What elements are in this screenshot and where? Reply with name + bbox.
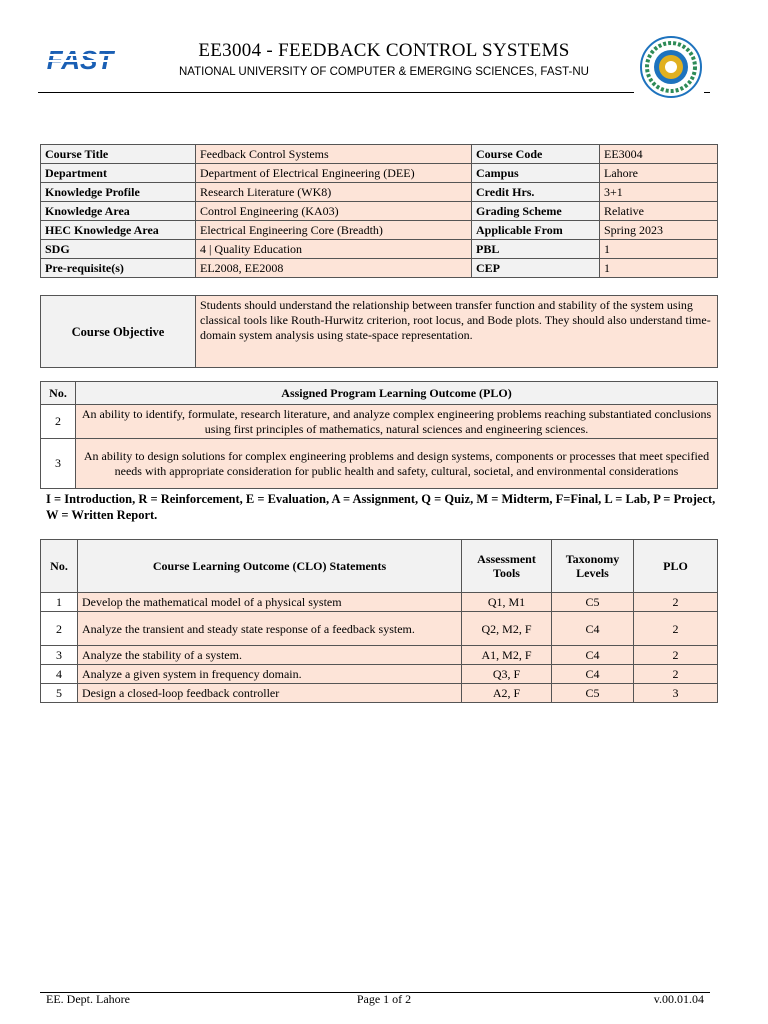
info-value: Research Literature (WK8) (196, 183, 472, 202)
info-value: Control Engineering (KA03) (196, 202, 472, 221)
info-value: 1 (600, 240, 718, 259)
clo-assessment: Q3, F (462, 665, 552, 684)
course-info-row (41, 164, 718, 183)
info-value: Feedback Control Systems (196, 145, 472, 164)
header-rule (38, 92, 634, 93)
plo-row-text: An ability to identify, formulate, research literature, and analyze complex engineering problems reaching substantiated conclusions using first principles of mathematics, natural sciences and engineering sciences. (76, 405, 718, 439)
info-value: 3+1 (600, 183, 718, 202)
plo-header-outcome: Assigned Program Learning Outcome (PLO) (76, 382, 718, 405)
university-name: NATIONAL UNIVERSITY OF COMPUTER & EMERGING SCIENCES, FAST-NU (178, 66, 589, 78)
info-value: 1 (600, 259, 718, 278)
plo-header-no: No. (41, 382, 76, 405)
info-label: PBL (472, 240, 600, 259)
clo-taxonomy: C5 (552, 684, 634, 703)
plo-row-no: 2 (41, 405, 76, 439)
course-info-row (41, 221, 718, 240)
info-value: EL2008, EE2008 (196, 259, 472, 278)
clo-plo: 3 (634, 684, 718, 703)
university-seal-icon (640, 36, 702, 98)
clo-header-plo: PLO (634, 540, 718, 593)
clo-header-statement: Course Learning Outcome (CLO) Statements (78, 540, 462, 593)
assessment-legend: I = Introduction, R = Reinforcement, E = Evaluation, A = Assignment, Q = Quiz, M = Midterm, F=Final, L = Lab, P = Project, W = Written Report. (46, 492, 716, 522)
clo-assessment: A2, F (462, 684, 552, 703)
clo-plo: 2 (634, 665, 718, 684)
info-value: Relative (600, 202, 718, 221)
clo-no: 5 (41, 684, 78, 703)
clo-table (40, 539, 718, 703)
clo-no: 1 (41, 593, 78, 612)
course-info-row (41, 259, 718, 278)
clo-plo: 2 (634, 612, 718, 646)
plo-row-text: An ability to design solutions for complex engineering problems and design systems, components or processes that meet specified needs with appropriate consideration for public health and safety, cultural, societal, and environmental considerations (76, 439, 718, 489)
course-objective-label: Course Objective (41, 296, 196, 368)
clo-row (41, 593, 718, 612)
clo-no: 3 (41, 646, 78, 665)
course-objective-table (40, 295, 718, 368)
clo-taxonomy: C5 (552, 593, 634, 612)
info-label: Course Code (472, 145, 600, 164)
clo-plo: 2 (634, 646, 718, 665)
course-info-row (41, 183, 718, 202)
info-value: Lahore (600, 164, 718, 183)
info-value: 4 | Quality Education (196, 240, 472, 259)
clo-statement: Develop the mathematical model of a physical system (78, 593, 462, 612)
clo-no: 2 (41, 612, 78, 646)
clo-no: 4 (41, 665, 78, 684)
clo-header-no: No. (41, 540, 78, 593)
course-info-table (40, 144, 718, 278)
header-dash (704, 92, 710, 93)
info-label: Pre-requisite(s) (41, 259, 196, 278)
clo-assessment: A1, M2, F (462, 646, 552, 665)
clo-statement: Analyze a given system in frequency domain. (78, 665, 462, 684)
info-label: Applicable From (472, 221, 600, 240)
document-title: EE3004 - FEEDBACK CONTROL SYSTEMS (198, 40, 570, 61)
info-label: Campus (472, 164, 600, 183)
clo-plo: 2 (634, 593, 718, 612)
course-info-row (41, 145, 718, 164)
info-value: Electrical Engineering Core (Breadth) (196, 221, 472, 240)
clo-taxonomy: C4 (552, 665, 634, 684)
clo-row (41, 665, 718, 684)
info-label: Grading Scheme (472, 202, 600, 221)
clo-row (41, 612, 718, 646)
info-label: SDG (41, 240, 196, 259)
clo-statement: Analyze the transient and steady state response of a feedback system. (78, 612, 462, 646)
footer-page-number: Page 1 of 2 (356, 992, 412, 1006)
clo-statement: Analyze the stability of a system. (78, 646, 462, 665)
plo-table (40, 381, 718, 489)
plo-row-no: 3 (41, 439, 76, 489)
info-label: Knowledge Area (41, 202, 196, 221)
info-value: Department of Electrical Engineering (DEE) (196, 164, 472, 183)
clo-taxonomy: C4 (552, 612, 634, 646)
clo-header-assessment: Assessment Tools (462, 540, 552, 593)
course-info-row (41, 202, 718, 221)
info-label: Credit Hrs. (472, 183, 600, 202)
info-label: HEC Knowledge Area (41, 221, 196, 240)
footer-version: v.00.01.04 (653, 992, 704, 1006)
clo-statement: Design a closed-loop feedback controller (78, 684, 462, 703)
clo-taxonomy: C4 (552, 646, 634, 665)
logo-text: FAST (46, 46, 114, 74)
course-info-row (41, 240, 718, 259)
course-objective-text: Students should understand the relationship between transfer function and stability of the system using classical tools like Routh-Hurwitz criterion, root locus, and Bode plots. They should also understand time-domain system analysis using state-space representation. (196, 296, 718, 368)
info-label: Course Title (41, 145, 196, 164)
clo-assessment: Q2, M2, F (462, 612, 552, 646)
clo-assessment: Q1, M1 (462, 593, 552, 612)
clo-header-taxonomy: Taxonomy Levels (552, 540, 634, 593)
info-value: EE3004 (600, 145, 718, 164)
info-label: CEP (472, 259, 600, 278)
clo-row (41, 684, 718, 703)
info-value: Spring 2023 (600, 221, 718, 240)
clo-row (41, 646, 718, 665)
info-label: Department (41, 164, 196, 183)
footer-department: EE. Dept. Lahore (46, 992, 130, 1006)
info-label: Knowledge Profile (41, 183, 196, 202)
